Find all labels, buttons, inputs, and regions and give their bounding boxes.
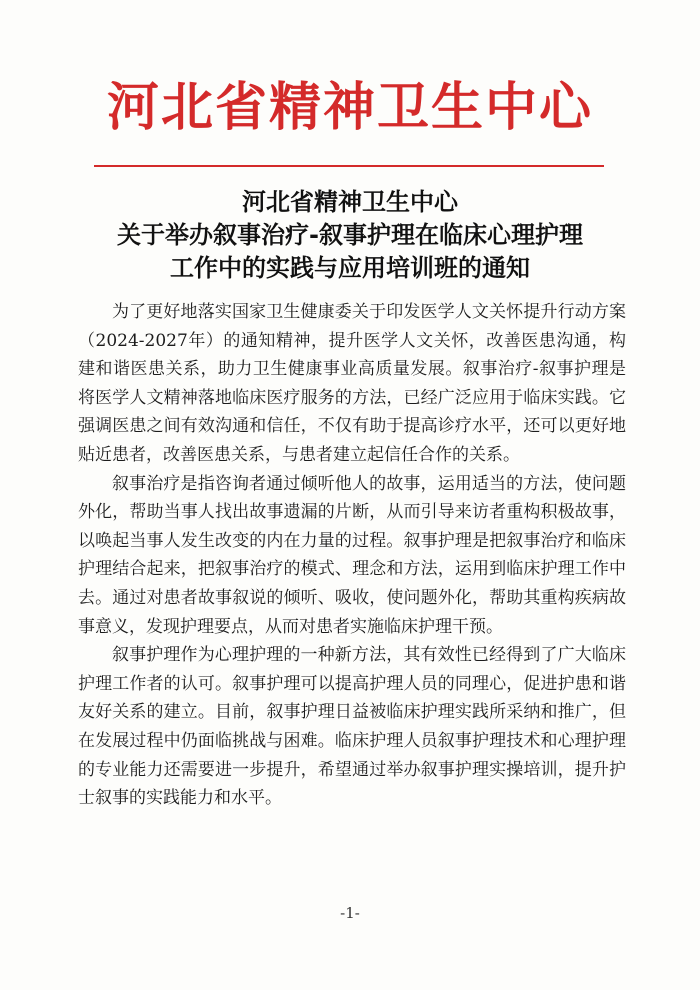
title-line-1: 河北省精神卫生中心 bbox=[242, 188, 458, 216]
body-paragraph-1: 为了更好地落实国家卫生健康委关于印发医学人文关怀提升行动方案（2024-2027年）的通知精神，提升医学人文关怀，改善医患沟通，构建和谐医患关系，助力卫生健康事业高质量发展。叙事治疗-叙事护理是将医学人文精神落地临床医疗服务的方法，已经广泛应用于临床实践。它强调医患之间有效沟通和信任，不仅有助于提高诊疗水平，还可以更好地贴近患者，改善医患关系，与患者建立起信任合作的关系。 bbox=[78, 302, 626, 465]
notice-title bbox=[60, 186, 640, 285]
page-number: -1- bbox=[340, 904, 360, 922]
body-paragraph-3: 叙事护理作为心理护理的一种新方法，其有效性已经得到了广大临床护理工作者的认可。叙事护理可以提高护理人员的同理心，促进护患和谐友好关系的建立。目前，叙事护理日益被临床护理实践所采纳和推广，但在发展过程中仍面临挑战与困难。临床护理人员叙事护理技术和心理护理的专业能力还需要进一步提升，希望通过举办叙事护理实操培训，提升护士叙事的实践能力和水平。 bbox=[78, 645, 626, 809]
title-line-2: 关于举办叙事治疗-叙事护理在临床心理护理 bbox=[117, 221, 583, 249]
body-paragraph-2: 叙事治疗是指咨询者通过倾听他人的故事，运用适当的方法，使问题外化，帮助当事人找出故事遗漏的片断，从而引导来访者重构积极故事，以唤起当事人发生改变的内在力量的过程。叙事护理是把叙事治疗和临床护理结合起来，把叙事治疗的模式、理念和方法，运用到临床护理工作中去。通过对患者故事叙说的倾听、吸收，使问题外化，帮助其重构疾病故事意义，发现护理要点，从而对患者实施临床护理干预。 bbox=[78, 473, 626, 637]
notice-body bbox=[78, 298, 626, 813]
letterhead-org-name: 河北省精神卫生中心 bbox=[106, 77, 593, 138]
title-line-3: 工作中的实践与应用培训班的通知 bbox=[170, 254, 530, 282]
letterhead-divider bbox=[94, 165, 604, 167]
